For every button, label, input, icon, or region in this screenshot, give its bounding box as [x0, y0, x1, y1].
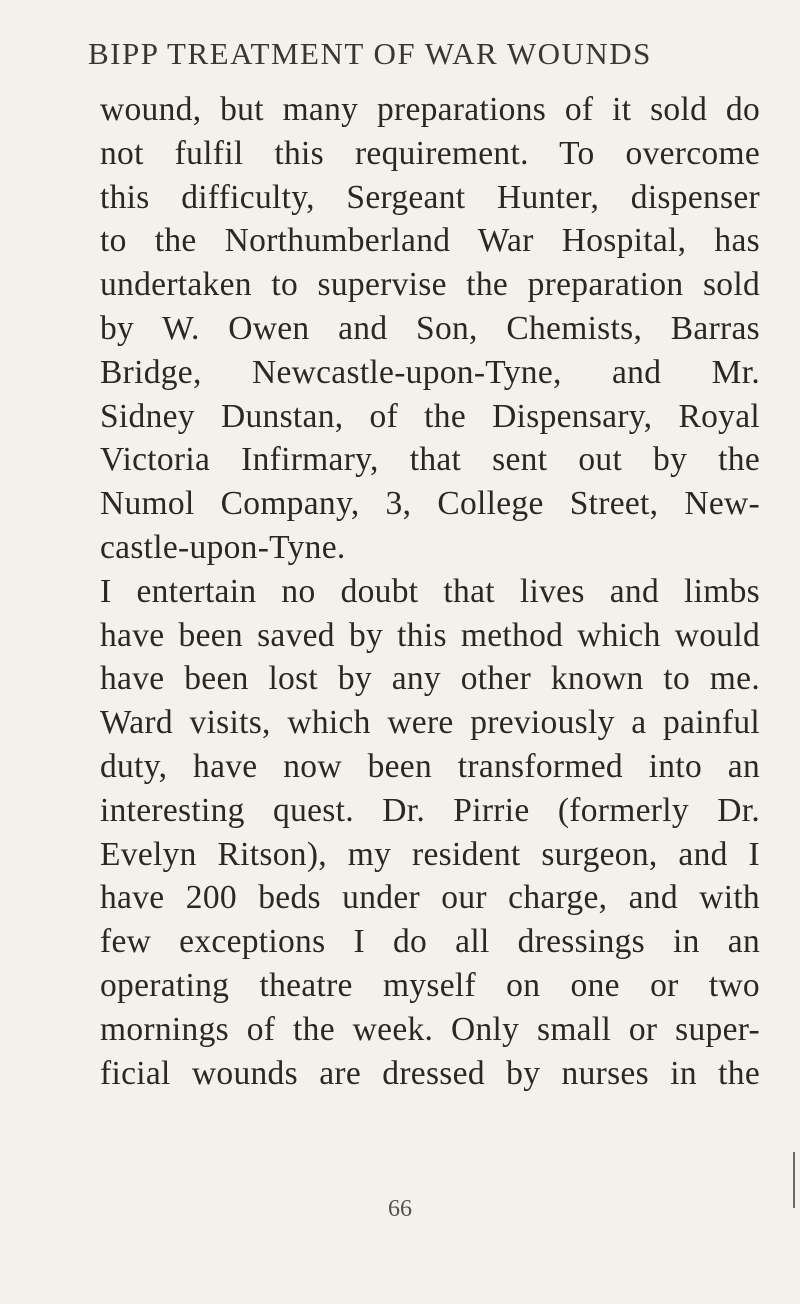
text-line: wound, but many preparations of it sold do	[100, 91, 760, 128]
text-line: duty, have now been transformed into an	[100, 747, 760, 785]
text-line: operating theatre myself on one or two	[100, 966, 760, 1004]
text-line: not fulfil this requirement. To overcome	[100, 134, 760, 172]
text-line: have been saved by this method which would	[100, 616, 760, 654]
text-line: Sidney Dunstan, of the Dispensary, Royal	[100, 397, 760, 435]
body-text	[100, 88, 760, 1095]
text-line: interesting quest. Dr. Pirrie (formerly Dr.	[100, 791, 760, 829]
page-edge-mark	[793, 1152, 795, 1208]
text-line: Ward visits, which were previously a painful	[100, 704, 760, 742]
text-line: have been lost by any other known to me.	[100, 660, 760, 698]
text-line: Numol Company, 3, College Street, New-	[100, 485, 760, 523]
text-line: I entertain no doubt that lives and limbs	[100, 572, 760, 610]
text-line: by W. Owen and Son, Chemists, Barras	[100, 309, 760, 347]
text-line: to the Northumberland War Hospital, has	[100, 222, 760, 260]
text-line: undertaken to supervise the preparation sold	[100, 266, 760, 304]
page-number: 66	[388, 1196, 412, 1222]
running-head: BIPP TREATMENT OF WAR WOUNDS	[88, 36, 652, 71]
text-line: Victoria Infirmary, that sent out by the	[100, 441, 760, 479]
text-line: have 200 beds under our charge, and with	[100, 879, 760, 917]
text-line: Bridge, Newcastle-upon-Tyne, and Mr.	[100, 353, 760, 391]
text-line: Evelyn Ritson), my resident surgeon, and I	[100, 835, 760, 873]
text-line: mornings of the week. Only small or super-	[100, 1010, 760, 1048]
text-line: few exceptions I do all dressings in an	[100, 923, 760, 961]
text-line: castle-upon-Tyne.	[100, 528, 346, 566]
text-line: this difficulty, Sergeant Hunter, dispenser	[100, 178, 760, 216]
text-line: ficial wounds are dressed by nurses in the	[100, 1054, 760, 1092]
